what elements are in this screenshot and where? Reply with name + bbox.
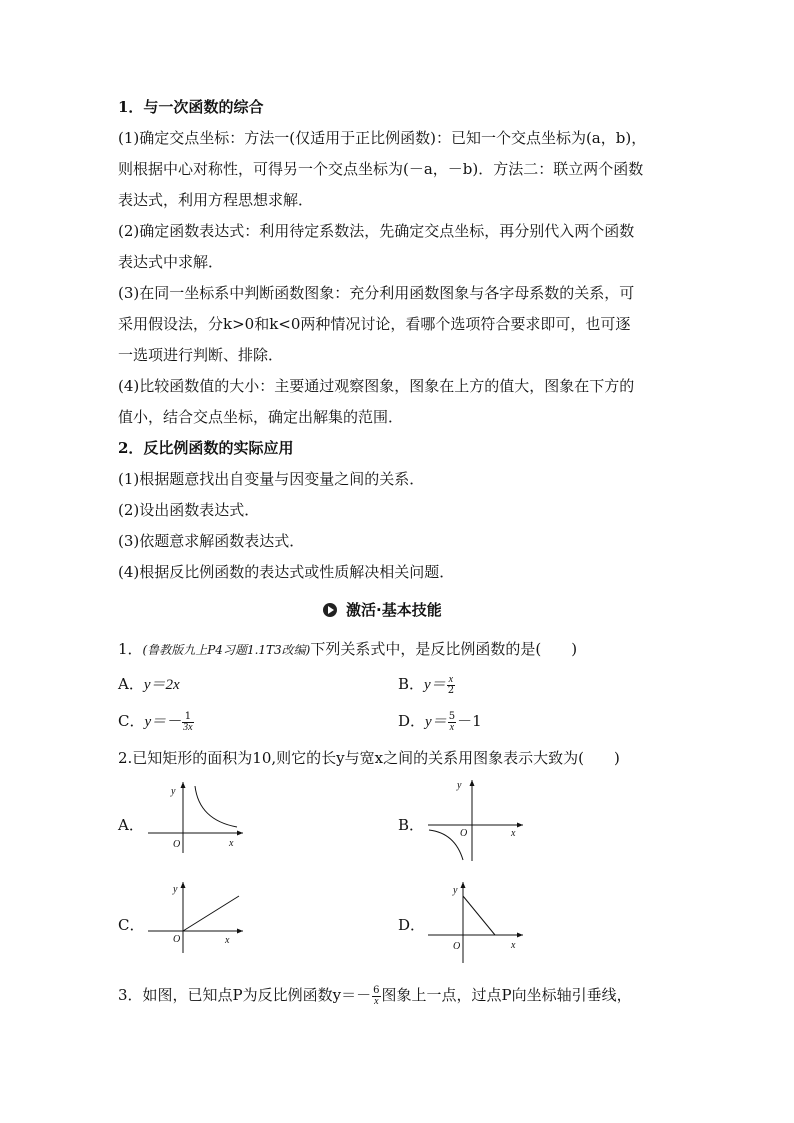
section1-p4-line1: (4)比较函数值的大小：主要通过观察图象，图象在上方的值大，图象在下方的 xyxy=(118,377,635,395)
question-2-stem: 2.已知矩形的面积为10,则它的长y与宽x之间的关系用图象表示大致为( ) xyxy=(118,749,620,767)
y-label: y xyxy=(453,885,458,896)
question-number: 1． xyxy=(118,640,143,658)
fraction xyxy=(372,986,380,1007)
y-axis-arrow xyxy=(181,882,186,888)
curve xyxy=(195,786,237,827)
q1-option-a xyxy=(118,674,180,695)
section1-p4-line2: 值小，结合交点坐标，确定出解集的范围． xyxy=(118,408,404,426)
x-label: x xyxy=(511,940,516,951)
section1-p2-line2: 表达式中求解． xyxy=(118,253,224,271)
curve xyxy=(429,830,463,860)
fraction-numerator: 6 xyxy=(373,984,380,996)
section1-p1-line3: 表达式，利用方程思想求解． xyxy=(118,191,314,209)
x-axis-arrow xyxy=(237,831,243,836)
y-axis-arrow xyxy=(461,882,466,888)
section1-p3-line2: 采用假设法，分k>0和k<0两种情况讨论，看哪个选项符合要求即可，也可逐 xyxy=(118,315,631,333)
option-expression-tail: －1 xyxy=(457,712,482,730)
option-expression: y＝2x xyxy=(143,677,180,693)
question-3-stem xyxy=(118,985,632,1007)
section1-p1-line1: (1)确定交点坐标：方法一(仅适用于正比例函数)：已知一个交点坐标为(a，b)， xyxy=(118,129,647,147)
y-axis-arrow xyxy=(470,780,475,786)
x-label: x xyxy=(225,935,230,946)
option-label: A． xyxy=(118,675,144,693)
option-expression: y＝－ xyxy=(144,714,182,730)
fraction-numerator: 1 xyxy=(182,712,193,723)
section1-title: 1．与一次函数的综合 xyxy=(118,98,264,116)
question-source: (鲁教版九上P4习题1.1T3改编) xyxy=(142,643,311,657)
q2-option-d-label: D． xyxy=(398,916,426,934)
question-1-stem xyxy=(118,639,577,660)
question-text: 下列关系式中，是反比例函数的是( ) xyxy=(310,640,578,658)
fraction-denominator: x xyxy=(374,995,379,1007)
question-text: 3．如图，已知点P为反比例函数y＝－ xyxy=(118,986,372,1004)
y-label: y xyxy=(173,884,178,895)
section1-p2-line1: (2)确定函数表达式：利用待定系数法，先确定交点坐标，再分别代入两个函数 xyxy=(118,222,635,240)
graph-c xyxy=(145,880,255,955)
option-expression: y＝ xyxy=(424,677,446,693)
q1-option-c xyxy=(118,711,195,733)
option-label: B． xyxy=(398,675,425,693)
x-label: x xyxy=(511,828,516,839)
section2-item: (1)根据题意找出自变量与因变量之间的关系． xyxy=(118,470,425,488)
option-expression: y＝ xyxy=(425,714,447,730)
option-label: C． xyxy=(118,712,145,730)
y-label: y xyxy=(457,780,462,791)
question-text: 图象上一点，过点P向坐标轴引垂线， xyxy=(381,986,632,1004)
q2-option-c-label: C． xyxy=(118,916,145,934)
line-graph xyxy=(183,896,239,931)
graph-d xyxy=(425,880,535,965)
fraction xyxy=(182,712,193,733)
q2-option-a-label: A． xyxy=(118,816,144,834)
section1-p3-line1: (3)在同一坐标系中判断函数图象：充分利用函数图象与各字母系数的关系，可 xyxy=(118,284,635,302)
origin-label: O xyxy=(460,828,468,839)
x-label: x xyxy=(229,838,234,849)
graph-a xyxy=(145,780,255,855)
section2-item: (3)依题意求解函数表达式． xyxy=(118,532,305,550)
origin-label: O xyxy=(173,839,181,850)
origin-label: O xyxy=(173,934,181,945)
fraction xyxy=(447,675,455,696)
section1-p1-line2: 则根据中心对称性，可得另一个交点坐标为(－a，－b)．方法二：联立两个函数 xyxy=(118,160,644,178)
x-axis-arrow xyxy=(517,823,523,828)
line-graph xyxy=(463,896,495,935)
section-banner: 激活·基本技能 xyxy=(346,601,442,619)
y-label: y xyxy=(171,786,176,797)
fraction-denominator: 2 xyxy=(447,684,455,696)
section2-title: 2．反比例函数的实际应用 xyxy=(118,439,294,457)
graph-b xyxy=(425,778,535,863)
play-circle-icon xyxy=(323,603,337,617)
fraction-numerator: x xyxy=(448,673,454,685)
q2-option-b-label: B． xyxy=(398,816,425,834)
fraction-numerator: 5 xyxy=(448,710,456,722)
x-axis-arrow xyxy=(517,933,523,938)
fraction-denominator: x xyxy=(449,721,455,733)
section2-item: (2)设出函数表达式． xyxy=(118,501,260,519)
section2-item: (4)根据反比例函数的表达式或性质解决相关问题． xyxy=(118,563,455,581)
fraction-denominator: 3x xyxy=(183,721,193,733)
y-axis-arrow xyxy=(181,782,186,788)
option-label: D． xyxy=(398,712,426,730)
fraction xyxy=(448,712,456,733)
q1-option-b xyxy=(398,674,456,696)
x-axis-arrow xyxy=(237,929,243,934)
q1-option-d xyxy=(398,711,482,733)
origin-label: O xyxy=(453,941,461,952)
section1-p3-line3: 一选项进行判断、排除． xyxy=(118,346,284,364)
